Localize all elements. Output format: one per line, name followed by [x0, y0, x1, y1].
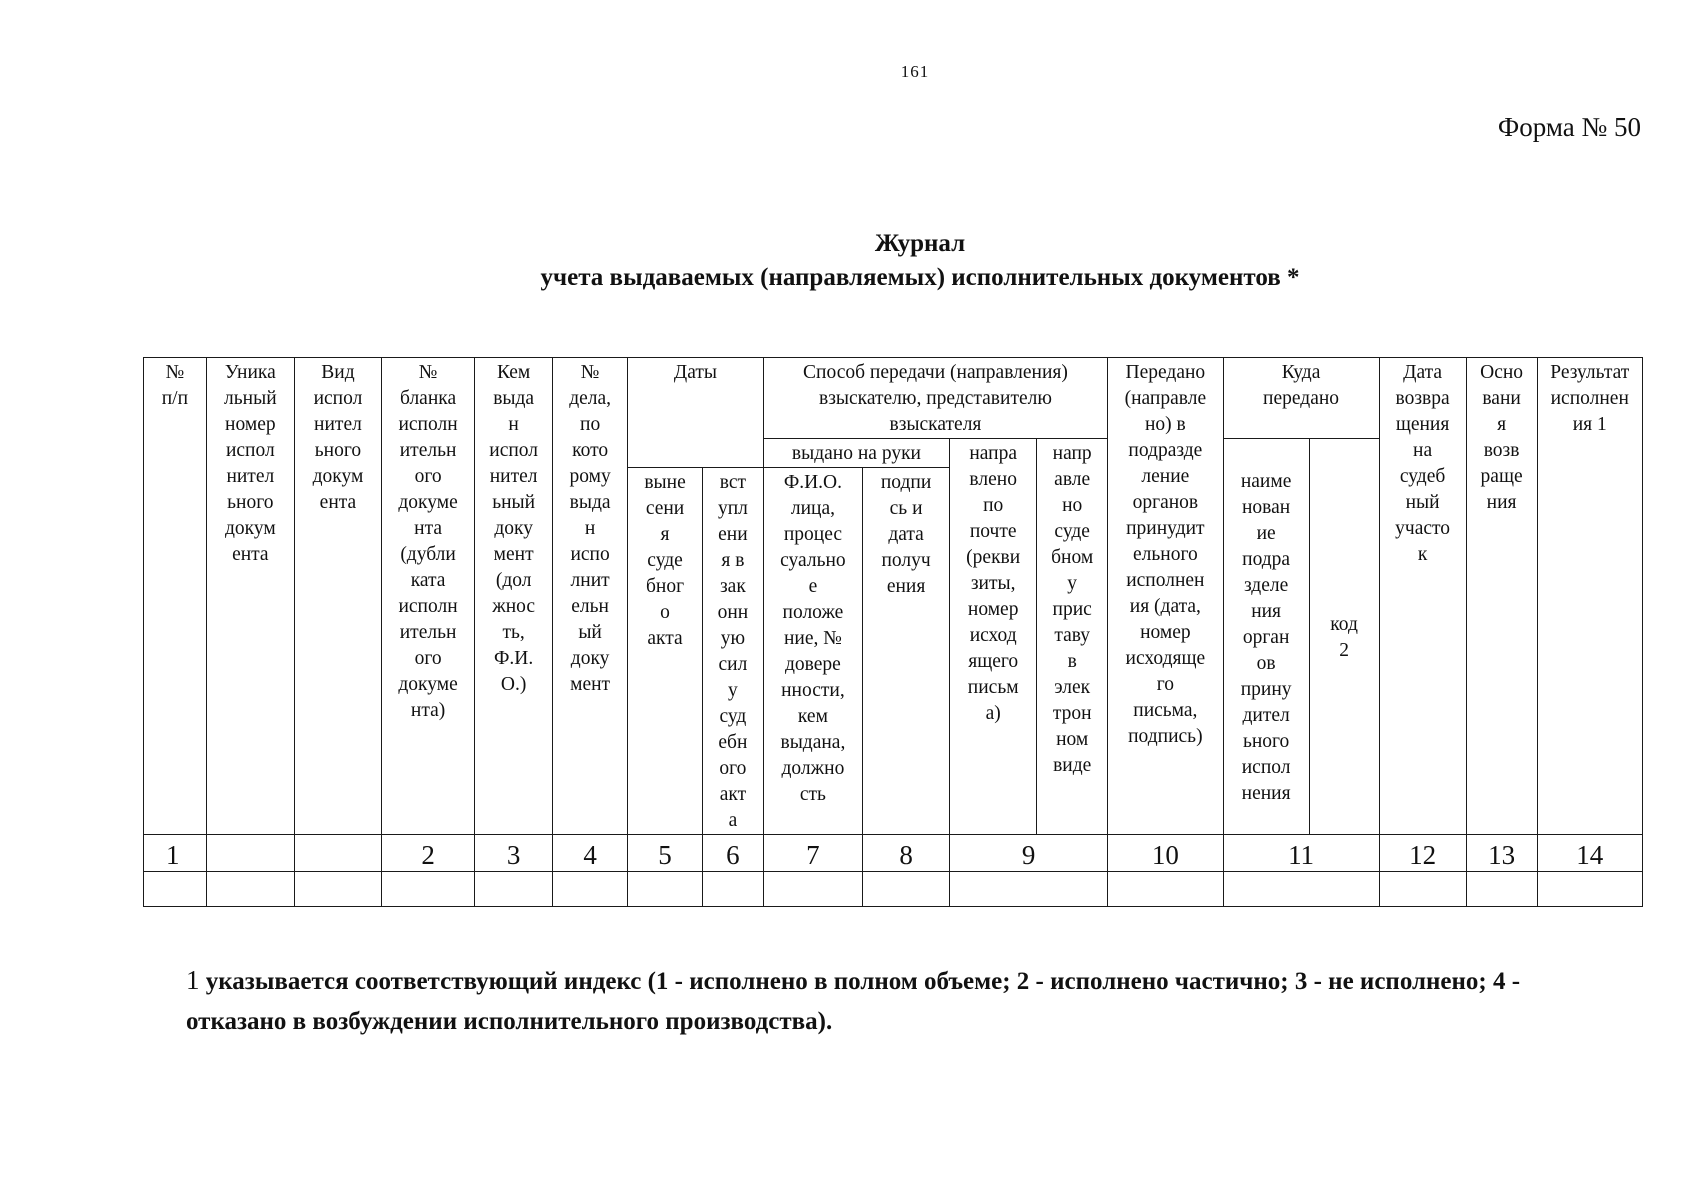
empty-cell: [206, 872, 294, 907]
empty-cell: [144, 872, 207, 907]
journal-table: [143, 357, 1643, 907]
footnote: [186, 960, 1566, 1042]
header-effective-date: вст упл ени я в зак онн ую сил у суд ебн ого акт а: [703, 468, 764, 835]
column-number: 10: [1108, 835, 1223, 872]
footnote-text: указывается соответствующий индекс (1 - исполнено в полном объеме; 2 - исполнено частично; 3 - не исполнено; 4 - отказано в возбуждении исполнительного производства).: [186, 968, 1521, 1035]
header-sent-electronically: напр авле но суде бном у прис таву в элек трон ном виде: [1037, 439, 1108, 835]
header-sent-by-post: напра влено по почте (рекви зиты, номер исход ящего письм а): [950, 439, 1037, 835]
column-number: 2: [381, 835, 474, 872]
empty-cell: [628, 872, 703, 907]
column-number: 14: [1537, 835, 1642, 872]
footnote-number: 1: [186, 965, 200, 995]
empty-cell: [475, 872, 553, 907]
column-number: 4: [553, 835, 628, 872]
empty-cell: [1466, 872, 1537, 907]
empty-cell: [703, 872, 764, 907]
column-number: 8: [863, 835, 950, 872]
empty-cell: [1379, 872, 1466, 907]
header-return-date: Дата возвра щения на судеб ный участо к: [1379, 358, 1466, 835]
header-case-number: № дела, по кото рому выда н испо лнит ельн ый доку мент: [553, 358, 628, 835]
column-number: 3: [475, 835, 553, 872]
empty-cell: [553, 872, 628, 907]
column-number: 7: [763, 835, 862, 872]
column-number: [294, 835, 381, 872]
header-unit-name: наиме нован ие подра зделе ния орган ов прину дител ьного испол нения: [1223, 439, 1309, 835]
column-number: 5: [628, 835, 703, 872]
empty-cell: [1223, 872, 1379, 907]
empty-entry-row: [144, 872, 1643, 907]
header-issued-by: Кем выда н испол нител ьный доку мент (дол жнос ть, Ф.И. О.): [475, 358, 553, 835]
header-return-grounds: Осно вани я возв раще ния: [1466, 358, 1537, 835]
journal-subtitle: учета выдаваемых (направляемых) исполнительных документов *: [540, 264, 1300, 291]
header-handed-group: выдано на руки: [763, 439, 949, 468]
header-result: Результат исполнен ия 1: [1537, 358, 1642, 835]
header-transferred: Передано (направле но) в подразде ление органов принудит ельного исполнен ия (дата, номер исходяще го письма, подпись): [1108, 358, 1223, 835]
journal-title: Журнал: [874, 230, 966, 257]
empty-cell: [1537, 872, 1642, 907]
header-blank-number: № бланка исполн ительн ого докуме нта (дубли ката исполн ительн ого докуме нта): [381, 358, 474, 835]
column-number: 12: [1379, 835, 1466, 872]
column-number-row: [144, 835, 1643, 872]
empty-cell: [294, 872, 381, 907]
header-row-1: [144, 358, 1643, 439]
empty-cell: [763, 872, 862, 907]
column-number: 11: [1223, 835, 1379, 872]
header-row-number: № п/п: [144, 358, 207, 835]
column-number: 1: [144, 835, 207, 872]
header-document-type: Вид испол нител ьного докум ента: [294, 358, 381, 835]
header-method-group: Способ передачи (направления) взыскателю, представителю взыскателя: [763, 358, 1107, 439]
page-number: 161: [900, 62, 930, 81]
empty-cell: [1108, 872, 1223, 907]
empty-cell: [381, 872, 474, 907]
header-dates-group: Даты: [628, 358, 764, 468]
header-unique-number: Уника льный номер испол нител ьного докум ента: [206, 358, 294, 835]
empty-cell: [863, 872, 950, 907]
empty-cell: [950, 872, 1108, 907]
header-signature-date: подпи сь и дата получ ения: [863, 468, 950, 835]
header-act-date: выне сени я суде бног о акта: [628, 468, 703, 835]
column-number: 9: [950, 835, 1108, 872]
header-code: код 2: [1309, 439, 1379, 835]
header-where-group: Куда передано: [1223, 358, 1379, 439]
form-label: Форма № 50: [1497, 112, 1641, 142]
column-number: 6: [703, 835, 764, 872]
column-number: [206, 835, 294, 872]
header-recipient-name: Ф.И.О. лица, процес суально е положе ние, № довере нности, кем выдана, должно сть: [763, 468, 862, 835]
column-number: 13: [1466, 835, 1537, 872]
